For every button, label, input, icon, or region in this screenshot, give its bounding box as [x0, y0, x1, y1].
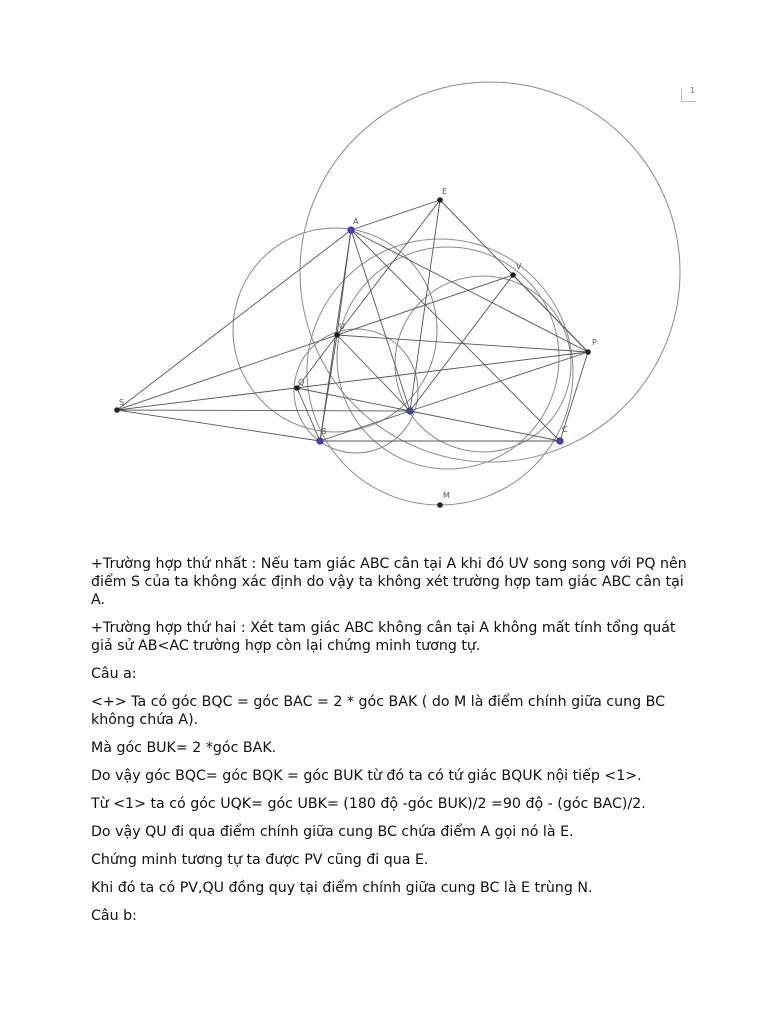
segment-ek — [410, 200, 440, 411]
corner-mark: 1 — [681, 89, 696, 102]
paragraph-angle-bqc: <+> Ta có góc BQC = góc BAC = 2 * góc BAK ( do M là điểm chính giữa cung BC không chứa A). — [91, 694, 665, 728]
paragraph-angle-buk: Mà góc BUK= 2 *góc BAK. — [91, 740, 277, 756]
label-v: V — [516, 262, 522, 271]
paragraph-angle-uqk: Từ <1> ta có góc UQK= góc UBK= (180 độ -góc BUK)/2 =90 độ - (góc BAC)/2. — [91, 796, 646, 812]
segment-vp — [513, 275, 588, 352]
segment-sp — [117, 352, 588, 410]
point-a — [348, 227, 354, 233]
label-s: S — [119, 398, 125, 407]
label-m: M — [443, 491, 450, 500]
point-m — [437, 502, 443, 508]
segment-sb — [117, 410, 320, 441]
paragraph-qu-through-e: Do vậy QU đi qua điểm chính giữa cung BC chứa điểm A gọi nó là E. — [91, 824, 574, 840]
paragraph-case-two: +Trường hợp thứ hai : Xét tam giác ABC không cân tại A không mất tính tổng quát giả sử AB<AC trường hợp còn lại chứng minh tương tự. — [91, 620, 676, 654]
point-b — [317, 438, 323, 444]
point-e — [437, 197, 443, 203]
segment-qk — [297, 388, 410, 411]
heading-cau-a: Câu a: — [91, 666, 137, 682]
segment-kp — [410, 352, 588, 411]
label-p: P — [592, 338, 597, 347]
segment-sa — [117, 230, 351, 410]
label-c: C — [562, 425, 568, 434]
segment-vk — [410, 275, 513, 411]
point-p — [585, 349, 591, 355]
label-u: U — [339, 322, 345, 331]
point-u — [334, 332, 340, 338]
label-e: E — [442, 187, 448, 196]
label-q: Q — [298, 378, 305, 387]
segment-ac — [351, 230, 560, 441]
paragraph-case-one: +Trường hợp thứ nhất : Nếu tam giác ABC cân tại A khi đó UV song song với PQ nên điểm S của ta không xác định do vậy ta không xét trường hợp tam giác ABC cân tại A. — [91, 556, 687, 608]
segment-up — [337, 335, 588, 352]
label-a: A — [353, 217, 359, 226]
point-s — [114, 407, 120, 413]
point-c — [557, 438, 563, 444]
paragraph-cyclic-bquk: Do vậy góc BQC= góc BQK = góc BUK từ đó ta có tứ giác BQUK nội tiếp <1>. — [91, 768, 642, 784]
segment-qb — [297, 388, 320, 441]
segment-ub — [320, 335, 337, 441]
label-k: K — [409, 405, 415, 414]
paragraph-pv-through-e: Chứng minh tương tự ta được PV cũng đi qua E. — [91, 852, 429, 868]
circle-big — [300, 82, 680, 462]
document-body — [91, 555, 691, 935]
segment-ae — [351, 200, 440, 230]
segment-ap — [351, 230, 588, 352]
segment-sk — [117, 410, 410, 411]
point-v — [510, 272, 516, 278]
paragraph-concurrency: Khi đó ta có PV,QU đồng quy tại điểm chính giữa cung BC là E trùng N. — [91, 880, 593, 896]
label-b: B — [321, 427, 327, 436]
heading-cau-b: Câu b: — [91, 908, 137, 924]
